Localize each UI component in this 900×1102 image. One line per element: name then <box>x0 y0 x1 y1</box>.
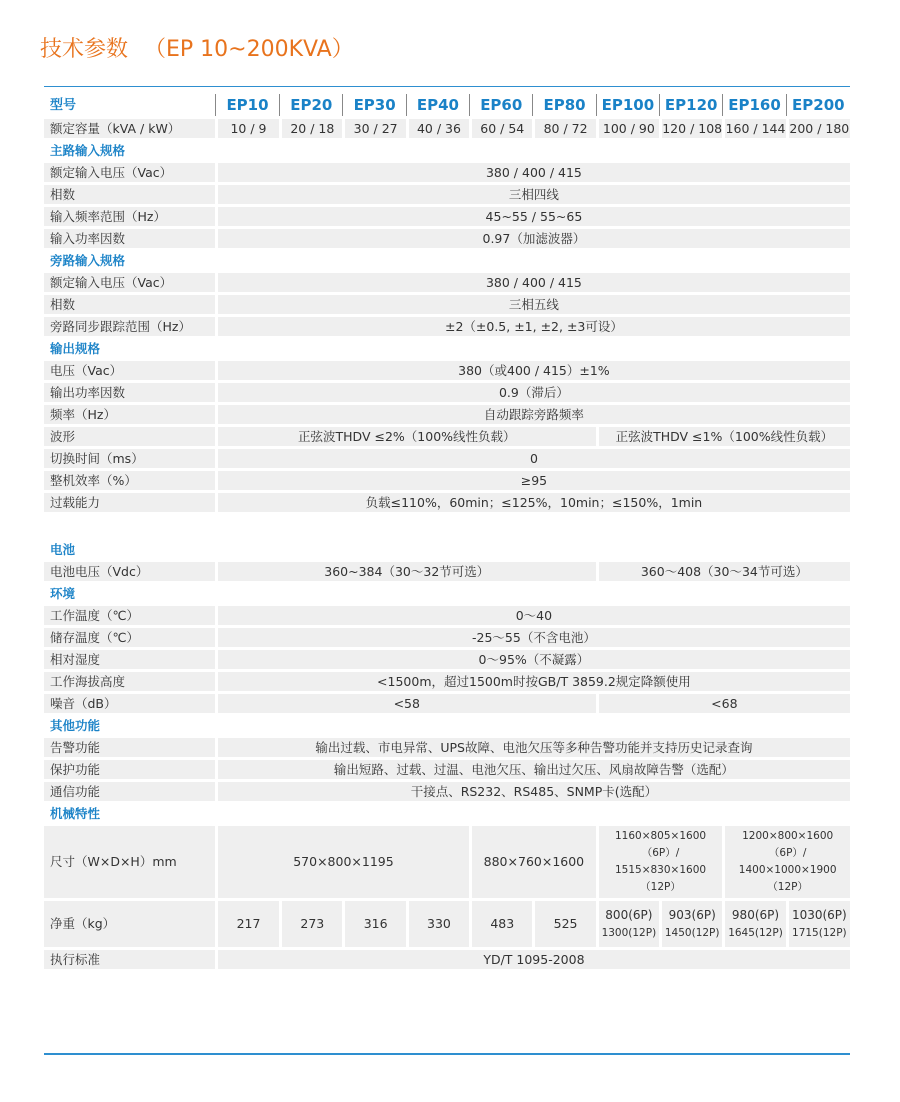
weight-value: 483 <box>469 901 532 947</box>
weight-row <box>44 901 850 947</box>
spec-value: 干接点、RS232、RS485、SNMP卡(选配） <box>215 782 850 801</box>
spec-row <box>44 317 850 336</box>
section-mechanical <box>44 804 850 823</box>
spec-row <box>44 672 850 691</box>
spec-row <box>44 738 850 757</box>
capacity-row <box>44 119 850 138</box>
spec-value: 输出过载、市电异常、UPS故障、电池欠压等多种告警功能并支持历史记录查询 <box>215 738 850 757</box>
spec-label: 电压（Vac） <box>44 361 215 380</box>
model-ep160: EP160 <box>722 94 785 116</box>
model-ep60: EP60 <box>469 94 532 116</box>
model-ep40: EP40 <box>406 94 469 116</box>
top-divider <box>44 86 850 87</box>
model-header-row <box>44 94 850 116</box>
spec-row <box>44 760 850 779</box>
section-title: 电池 <box>44 540 850 559</box>
spec-label: 保护功能 <box>44 760 215 779</box>
section-battery <box>44 540 850 559</box>
waveform-row <box>44 427 850 446</box>
spec-row <box>44 950 850 969</box>
spec-value: 三相五线 <box>215 295 850 314</box>
spec-label: 整机效率（%） <box>44 471 215 490</box>
spec-label: 输入频率范围（Hz） <box>44 207 215 226</box>
model-ep120: EP120 <box>659 94 722 116</box>
noise-value-large: <68 <box>596 694 850 713</box>
spec-row <box>44 471 850 490</box>
section-title: 旁路输入规格 <box>44 251 850 270</box>
size-value <box>596 826 723 898</box>
spec-row <box>44 273 850 292</box>
size-value <box>722 826 850 898</box>
section-output <box>44 339 850 358</box>
size-value: 570×800×1195 <box>215 826 469 898</box>
spec-value: 0.97（加滤波器） <box>215 229 850 248</box>
weight-value: 316 <box>342 901 405 947</box>
spec-table <box>44 91 850 972</box>
capacity-value: 60 / 54 <box>469 119 532 138</box>
waveform-value-small: 正弦波THDV ≤2%（100%线性负载） <box>215 427 596 446</box>
spec-value: ±2（±0.5, ±1, ±2, ±3可设） <box>215 317 850 336</box>
spec-label: 相对湿度 <box>44 650 215 669</box>
spec-label: 输出功率因数 <box>44 383 215 402</box>
capacity-label: 额定容量（kVA / kW） <box>44 119 215 138</box>
spec-label: 通信功能 <box>44 782 215 801</box>
section-title: 输出规格 <box>44 339 850 358</box>
spec-label: 旁路同步跟踪范围（Hz） <box>44 317 215 336</box>
capacity-value: 100 / 90 <box>596 119 659 138</box>
spacer <box>44 515 850 537</box>
spec-label: 告警功能 <box>44 738 215 757</box>
spec-row <box>44 361 850 380</box>
battery-voltage-small: 360~384（30～32节可选） <box>215 562 596 581</box>
model-ep100: EP100 <box>596 94 659 116</box>
spec-label: 尺寸（W×D×H）mm <box>44 826 215 898</box>
spec-row <box>44 628 850 647</box>
spec-value: 380 / 400 / 415 <box>215 163 850 182</box>
bottom-divider <box>44 1053 850 1055</box>
weight-12p: 1645(12P) <box>728 927 783 939</box>
spec-label: 工作温度（℃） <box>44 606 215 625</box>
capacity-value: 30 / 27 <box>342 119 405 138</box>
weight-12p: 1450(12P) <box>664 927 720 939</box>
capacity-value: 200 / 180 <box>786 119 850 138</box>
size-row <box>44 826 850 898</box>
weight-value: 525 <box>532 901 595 947</box>
spec-row <box>44 295 850 314</box>
weight-6p: 903(6P) <box>668 908 716 922</box>
section-environment <box>44 584 850 603</box>
spec-label: 噪音（dB） <box>44 694 215 713</box>
spec-label: 额定输入电压（Vac） <box>44 163 215 182</box>
size-6p: 1200×800×1600（6P）/ <box>742 830 834 859</box>
size-12p: 1515×830×1600（12P） <box>614 864 707 893</box>
spec-label: 切换时间（ms） <box>44 449 215 468</box>
spec-label: 执行标准 <box>44 950 215 969</box>
spec-value: 45~55 / 55~65 <box>215 207 850 226</box>
noise-value-small: <58 <box>215 694 596 713</box>
spec-value: 三相四线 <box>215 185 850 204</box>
section-other <box>44 716 850 735</box>
spec-value: ≥95 <box>215 471 850 490</box>
spec-value: 负载≤110%，60min；≤125%，10min；≤150%，1min <box>215 493 850 512</box>
weight-12p: 1300(12P) <box>601 927 657 939</box>
spec-value: -25～55（不含电池） <box>215 628 850 647</box>
spec-label: 额定输入电压（Vac） <box>44 273 215 292</box>
weight-value <box>659 901 722 947</box>
section-main-input <box>44 141 850 160</box>
capacity-value: 20 / 18 <box>279 119 342 138</box>
spec-value: 0～40 <box>215 606 850 625</box>
weight-6p: 800(6P) <box>605 908 653 922</box>
battery-voltage-large: 360～408（30～34节可选） <box>596 562 850 581</box>
model-header-label: 型号 <box>44 94 215 116</box>
weight-value: 330 <box>406 901 469 947</box>
spec-row <box>44 449 850 468</box>
spec-row <box>44 207 850 226</box>
spec-label: 过载能力 <box>44 493 215 512</box>
section-bypass-input <box>44 251 850 270</box>
spec-row <box>44 163 850 182</box>
model-ep20: EP20 <box>279 94 342 116</box>
spec-value: YD/T 1095-2008 <box>215 950 850 969</box>
spacer-row <box>44 515 850 537</box>
section-title: 其他功能 <box>44 716 850 735</box>
weight-value <box>722 901 785 947</box>
spec-value: <1500m，超过1500m时按GB/T 3859.2规定降额使用 <box>215 672 850 691</box>
spec-label: 频率（Hz） <box>44 405 215 424</box>
capacity-value: 40 / 36 <box>406 119 469 138</box>
model-ep30: EP30 <box>342 94 405 116</box>
spec-value: 380（或400 / 415）±1% <box>215 361 850 380</box>
section-title: 主路输入规格 <box>44 141 850 160</box>
section-title: 环境 <box>44 584 850 603</box>
weight-12p: 1715(12P) <box>792 927 847 939</box>
size-12p: 1400×1000×1900（12P） <box>738 864 837 893</box>
spec-row <box>44 650 850 669</box>
spec-value: 输出短路、过载、过温、电池欠压、输出过欠压、风扇故障告警（选配） <box>215 760 850 779</box>
section-title: 机械特性 <box>44 804 850 823</box>
size-value: 880×760×1600 <box>469 826 596 898</box>
spec-label: 波形 <box>44 427 215 446</box>
spec-value: 自动跟踪旁路频率 <box>215 405 850 424</box>
spec-row <box>44 229 850 248</box>
weight-value <box>786 901 850 947</box>
weight-6p: 980(6P) <box>731 908 780 922</box>
battery-voltage-row <box>44 562 850 581</box>
title-subtitle: （EP 10~200KVA） <box>144 37 354 62</box>
weight-value: 217 <box>215 901 279 947</box>
capacity-value: 80 / 72 <box>532 119 595 138</box>
spec-value: 380 / 400 / 415 <box>215 273 850 292</box>
spec-row <box>44 782 850 801</box>
spec-value: 0.9（滞后） <box>215 383 850 402</box>
weight-value <box>596 901 659 947</box>
spec-label: 相数 <box>44 295 215 314</box>
spec-label: 净重（kg） <box>44 901 215 947</box>
noise-row <box>44 694 850 713</box>
spec-label: 电池电压（Vdc） <box>44 562 215 581</box>
spec-row <box>44 185 850 204</box>
waveform-value-large: 正弦波THDV ≤1%（100%线性负载） <box>596 427 850 446</box>
spec-row <box>44 493 850 512</box>
capacity-value: 120 / 108 <box>659 119 722 138</box>
model-ep200: EP200 <box>786 94 850 116</box>
model-ep80: EP80 <box>532 94 595 116</box>
spec-label: 储存温度（℃） <box>44 628 215 647</box>
spec-value: 0 <box>215 449 850 468</box>
spec-label: 输入功率因数 <box>44 229 215 248</box>
spec-label: 工作海拔高度 <box>44 672 215 691</box>
spec-row <box>44 606 850 625</box>
size-6p: 1160×805×1600（6P）/ <box>614 830 707 859</box>
model-ep10: EP10 <box>215 94 279 116</box>
weight-value: 273 <box>279 901 342 947</box>
weight-6p: 1030(6P) <box>791 908 847 922</box>
page-title <box>40 32 354 63</box>
title-main: 技术参数 <box>40 37 129 62</box>
spec-row <box>44 383 850 402</box>
spec-value: 0～95%（不凝露） <box>215 650 850 669</box>
capacity-value: 10 / 9 <box>215 119 279 138</box>
spec-label: 相数 <box>44 185 215 204</box>
spec-row <box>44 405 850 424</box>
capacity-value: 160 / 144 <box>722 119 785 138</box>
